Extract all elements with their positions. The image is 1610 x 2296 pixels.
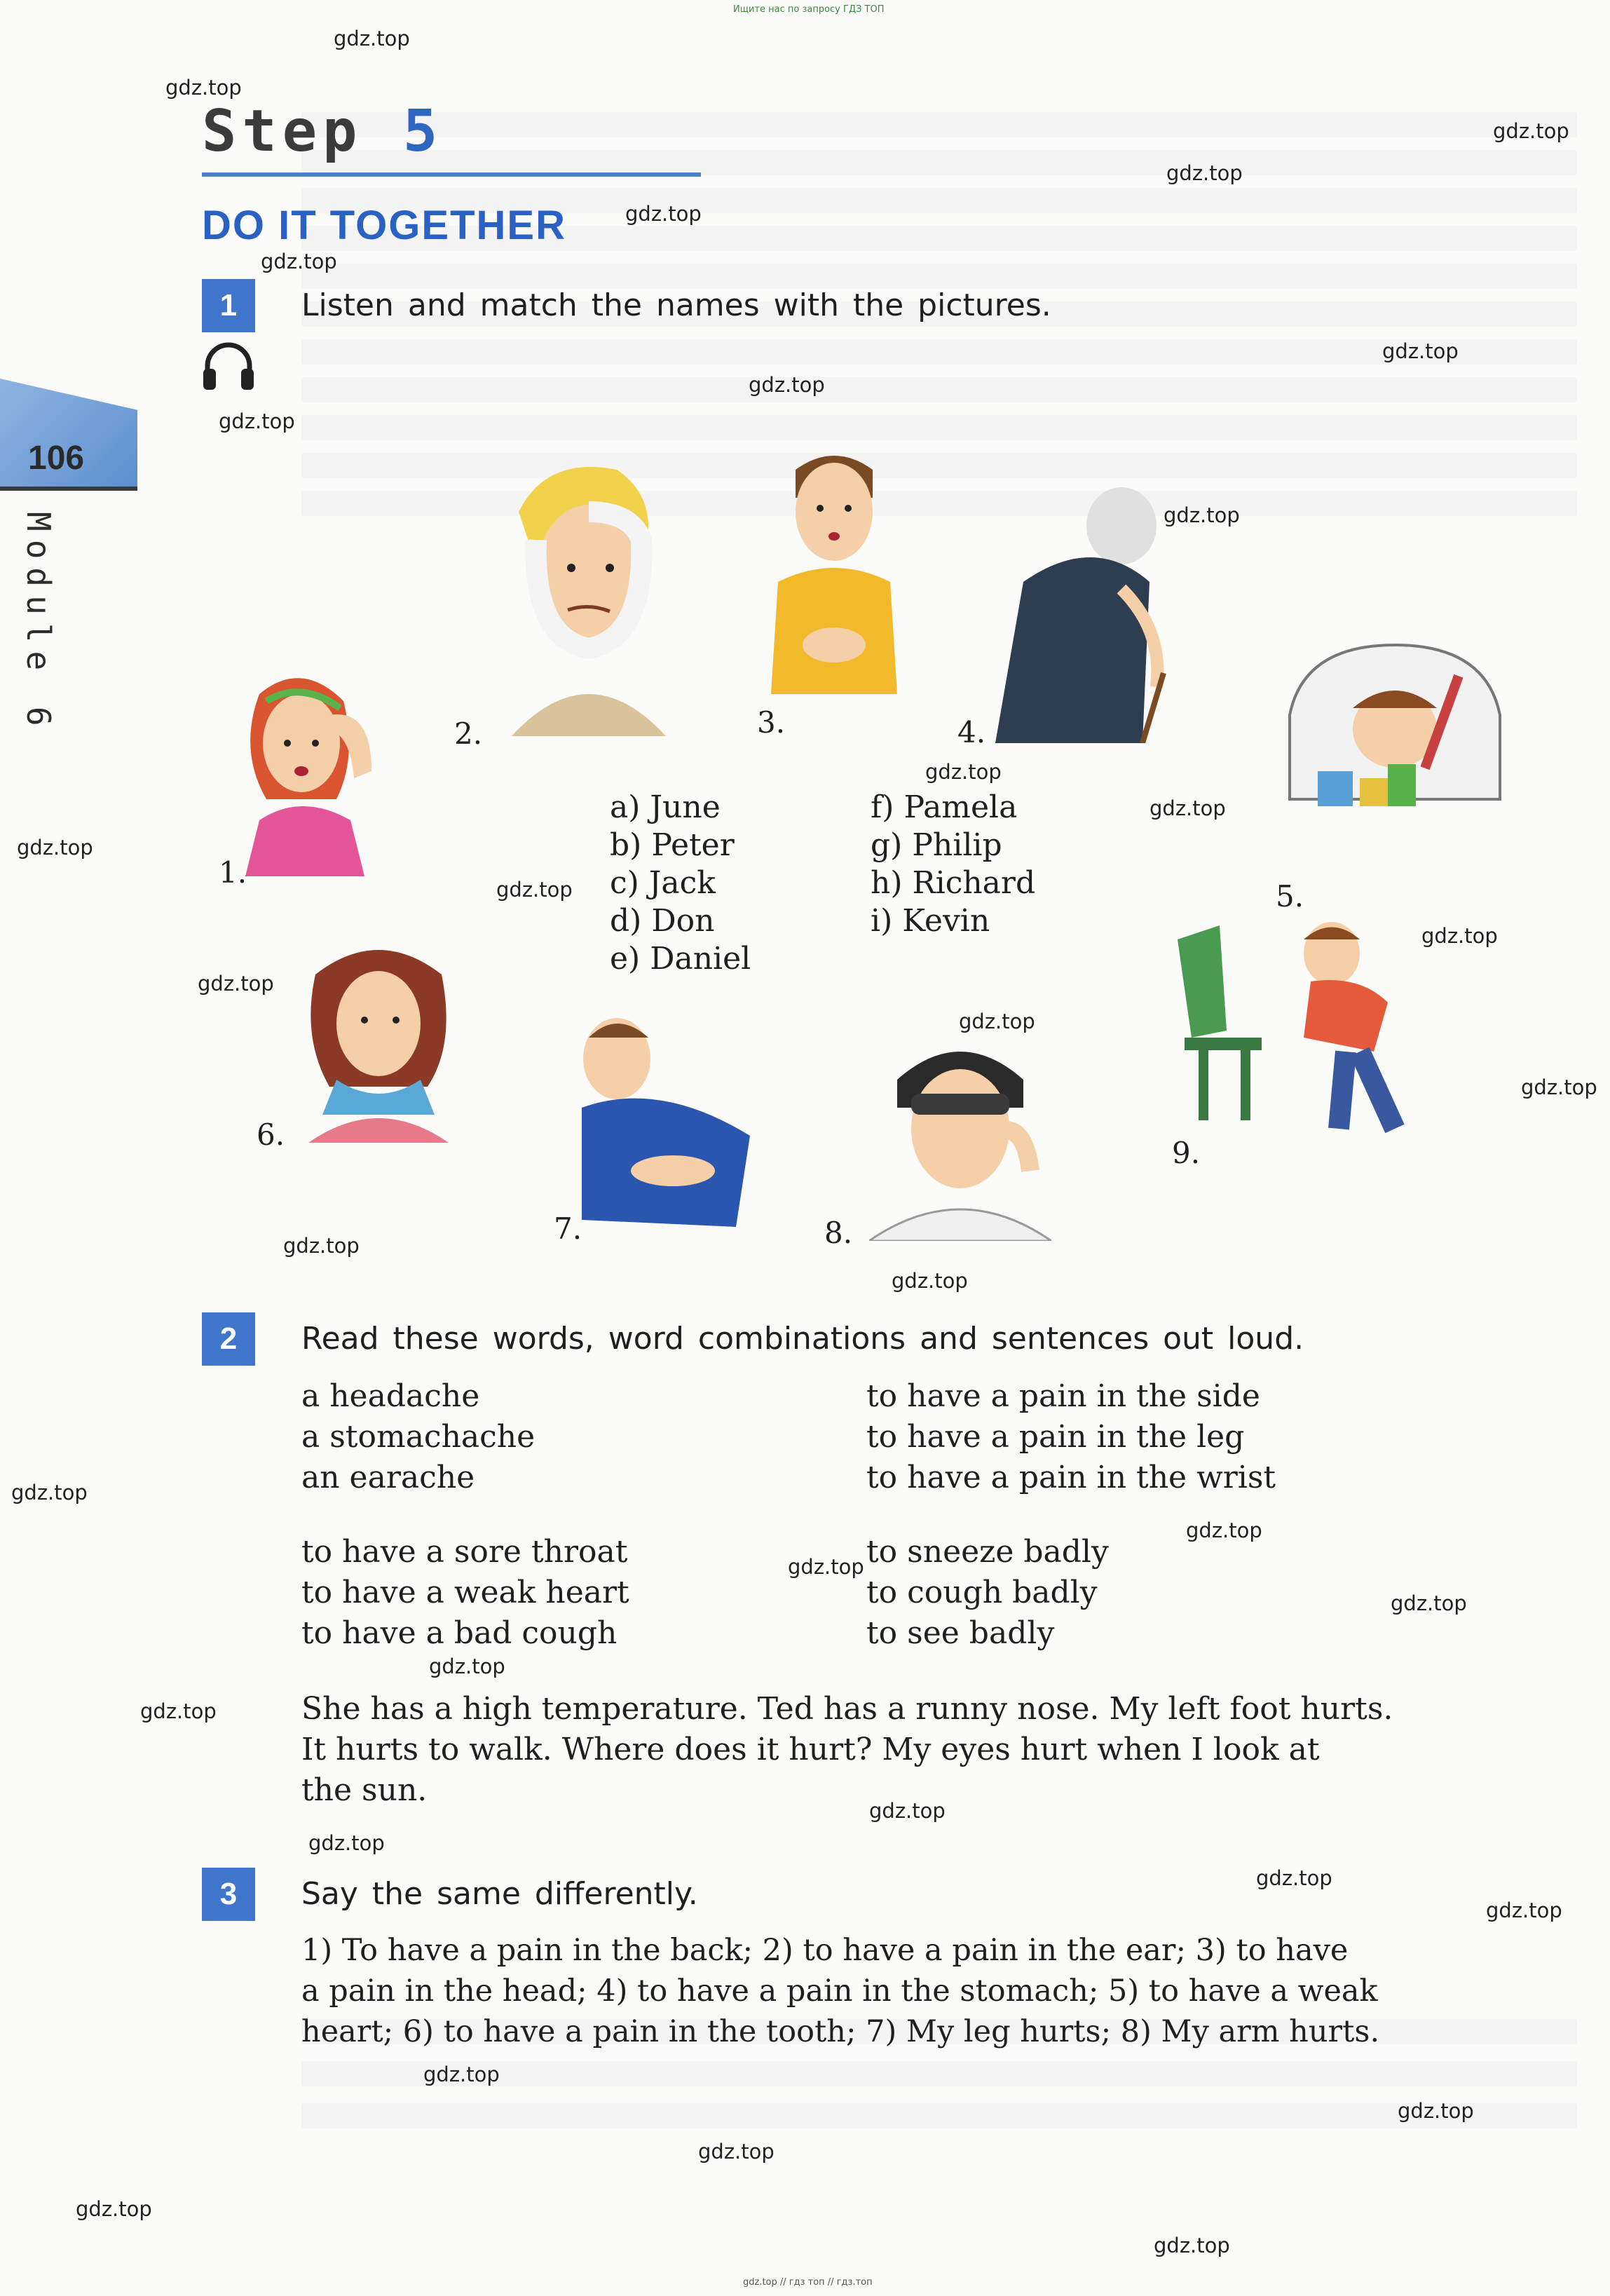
watermark: gdz.top xyxy=(749,373,825,397)
exercise-3-instruction: Say the same differently. xyxy=(301,1876,698,1912)
picture-label-2: 2. xyxy=(454,716,483,751)
ex3-lines xyxy=(301,1931,1570,2053)
exercise-2-badge: 2 xyxy=(202,1312,255,1366)
picture-label-4: 4. xyxy=(957,715,986,749)
illustration-girl-headache xyxy=(210,666,393,876)
picture-label-6: 6. xyxy=(257,1118,285,1152)
phrase: a stomachache xyxy=(301,1419,535,1455)
watermark: gdz.top xyxy=(788,1555,864,1579)
watermark: gdz.top xyxy=(76,2197,152,2221)
name-item: c) Jack xyxy=(610,865,716,901)
watermark: gdz.top xyxy=(261,250,337,273)
picture-label-5: 5. xyxy=(1276,879,1304,913)
ex2-col1-group2 xyxy=(301,1533,629,1655)
watermark: gdz.top xyxy=(1164,503,1240,527)
watermark: gdz.top xyxy=(140,1699,217,1723)
watermark: gdz.top xyxy=(869,1799,946,1823)
illustration-boy-toothache xyxy=(491,456,673,736)
illustration-man-stomach-pain xyxy=(554,1010,764,1234)
ex2-col1-group1 xyxy=(301,1377,535,1499)
watermark: gdz.top xyxy=(959,1010,1035,1033)
headphones-icon[interactable] xyxy=(200,341,257,393)
name-item: f) Pamela xyxy=(871,789,1018,825)
phrase: to have a weak heart xyxy=(301,1575,629,1610)
section-heading: DO IT TOGETHER xyxy=(202,203,566,248)
exercise-line: a pain in the head; 4) to have a pain in the stomach; 5) to have a weak xyxy=(301,1974,1378,2009)
name-item: a) June xyxy=(610,789,721,825)
step-title xyxy=(202,98,443,165)
watermark: gdz.top xyxy=(625,202,702,226)
watermark: gdz.top xyxy=(1154,2234,1230,2257)
watermark: gdz.top xyxy=(17,836,93,860)
title-underline xyxy=(202,172,701,177)
phrase: to have a pain in the side xyxy=(866,1378,1260,1414)
phrase: to have a pain in the leg xyxy=(866,1419,1245,1455)
watermark: gdz.top xyxy=(165,76,242,100)
illustration-boy-stomachache xyxy=(757,442,911,708)
illustration-old-man-backache xyxy=(981,477,1178,743)
exercise-3-badge: 3 xyxy=(202,1868,255,1921)
ex2-col2-group2 xyxy=(866,1533,1109,1655)
name-item: i) Kevin xyxy=(871,903,990,939)
name-item: h) Richard xyxy=(871,865,1036,901)
tab-divider xyxy=(0,487,137,491)
watermark: gdz.top xyxy=(11,1481,88,1504)
watermark: gdz.top xyxy=(423,2063,500,2086)
sentence-line: It hurts to walk. Where does it hurt? My eyes hurt when I look at xyxy=(301,1732,1320,1767)
phrase: an earache xyxy=(301,1460,475,1495)
watermark: gdz.top xyxy=(1486,1898,1562,1922)
phrase: to sneeze badly xyxy=(866,1534,1109,1570)
watermark: gdz.top xyxy=(1382,339,1459,363)
watermark: gdz.top xyxy=(1186,1519,1262,1542)
watermark: gdz.top xyxy=(429,1655,505,1678)
watermark: gdz.top xyxy=(1166,161,1243,185)
page-number: 106 xyxy=(28,440,85,477)
picture-label-7: 7. xyxy=(554,1211,582,1246)
phrase: to have a bad cough xyxy=(301,1615,618,1651)
watermark: gdz.top xyxy=(308,1831,385,1855)
watermark: gdz.top xyxy=(496,878,573,902)
top-banner: Ищите нас по запросу ГДЗ ТОП xyxy=(733,4,885,15)
step-word: Step xyxy=(202,98,363,165)
ex2-col2-group1 xyxy=(866,1377,1276,1499)
watermark: gdz.top xyxy=(1391,1591,1467,1615)
name-item: b) Peter xyxy=(610,827,735,863)
illustration-boy-leg-pain xyxy=(1164,918,1486,1143)
watermark: gdz.top xyxy=(283,1234,360,1258)
watermark: gdz.top xyxy=(1421,924,1498,948)
step-number: 5 xyxy=(402,98,444,165)
sentence-line: the sun. xyxy=(301,1772,428,1808)
watermark: gdz.top xyxy=(698,2140,775,2163)
watermark: gdz.top xyxy=(1521,1075,1597,1099)
illustration-man-eye-pain xyxy=(869,1031,1051,1241)
picture-label-3: 3. xyxy=(757,705,786,740)
exercise-2-instruction: Read these words, word combinations and sentences out loud. xyxy=(301,1321,1304,1357)
watermark: gdz.top xyxy=(925,760,1002,784)
sentence-line: She has a high temperature. Ted has a runny nose. My left foot hurts. xyxy=(301,1691,1393,1727)
exercise-line: heart; 6) to have a pain in the tooth; 7) My leg hurts; 8) My arm hurts. xyxy=(301,2014,1380,2049)
watermark: gdz.top xyxy=(1256,1866,1332,1890)
picture-label-8: 8. xyxy=(824,1216,853,1250)
name-item: d) Don xyxy=(610,903,715,939)
watermark: gdz.top xyxy=(1493,119,1569,143)
footer-banner: gdz.top // гдз топ // гдз.топ xyxy=(743,2277,873,2288)
phrase: to see badly xyxy=(866,1615,1055,1651)
name-item: g) Philip xyxy=(871,827,1002,863)
ex2-sentences xyxy=(301,1690,1570,1812)
illustration-woman-sore-throat xyxy=(294,932,463,1143)
phrase: to have a pain in the wrist xyxy=(866,1460,1276,1495)
phrase: a headache xyxy=(301,1378,480,1414)
watermark: gdz.top xyxy=(198,972,274,996)
watermark: gdz.top xyxy=(892,1269,968,1293)
watermark: gdz.top xyxy=(1149,796,1226,820)
phrase: to cough badly xyxy=(866,1575,1098,1610)
watermark: gdz.top xyxy=(334,27,410,50)
exercise-line: 1) To have a pain in the back; 2) to have a pain in the ear; 3) to have xyxy=(301,1933,1349,1968)
watermark: gdz.top xyxy=(1398,2099,1474,2123)
picture-label-1: 1. xyxy=(219,855,247,890)
phrase: to have a sore throat xyxy=(301,1534,628,1570)
module-label: Module 6 xyxy=(20,512,57,735)
exercise-1-instruction: Listen and match the names with the pictures. xyxy=(301,287,1051,323)
name-item: e) Daniel xyxy=(610,941,751,977)
picture-label-9: 9. xyxy=(1172,1136,1201,1170)
names-list-left xyxy=(610,788,751,977)
names-list-right xyxy=(871,788,1035,939)
illustration-boy-in-bed xyxy=(1276,631,1514,848)
watermark: gdz.top xyxy=(219,409,295,433)
exercise-1-badge: 1 xyxy=(202,279,255,332)
